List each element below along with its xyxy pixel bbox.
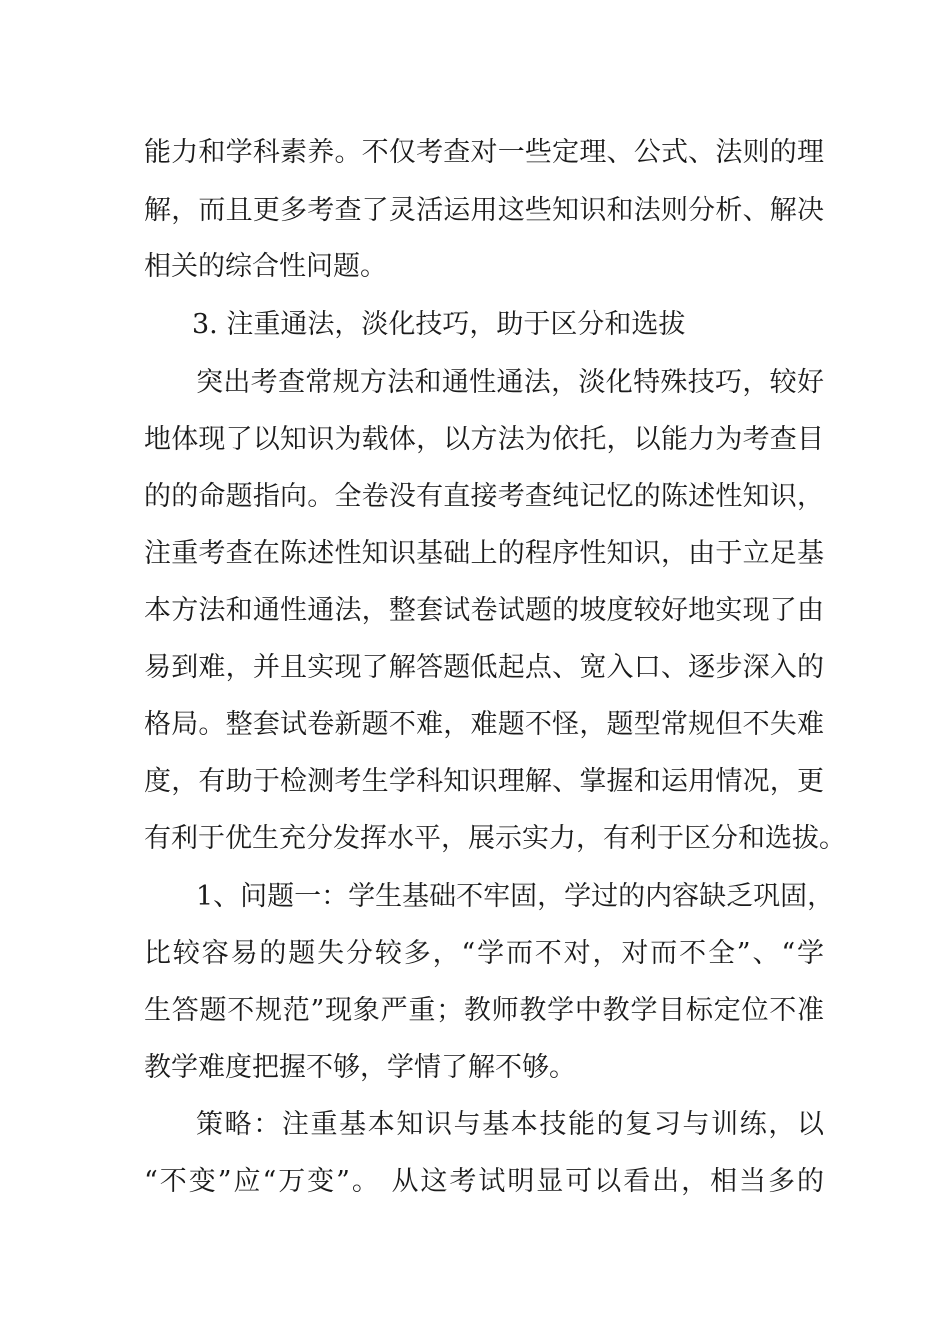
text-line: 教学难度把握不够，学情了解不够。 (144, 1052, 576, 1083)
text-line: 能力和学科素养。不仅考查对一些定理、公式、法则的理 (144, 137, 824, 168)
section-heading: 3. 注重通法，淡化技巧，助于区分和选拔 (192, 309, 686, 340)
text-line: 易到难，并且实现了解答题低起点、宽入口、逐步深入的 (144, 652, 824, 683)
text-line: 注重考查在陈述性知识基础上的程序性知识，由于立足基 (144, 538, 824, 569)
text-line: 策略：注重基本知识与基本技能的复习与训练，以 (196, 1109, 824, 1140)
text-line: 比较容易的题失分较多，“学而不对，对而不全”、“学 (144, 938, 824, 969)
text-line: 本方法和通性通法，整套试卷试题的坡度较好地实现了由 (144, 595, 824, 626)
text-line: 地体现了以知识为载体，以方法为依托，以能力为考查目 (144, 424, 824, 455)
text-line: 度，有助于检测考生学科知识理解、掌握和运用情况，更 (144, 766, 824, 797)
text-line: 有利于优生充分发挥水平，展示实力，有利于区分和选拔。 (144, 823, 846, 854)
text-line: 突出考查常规方法和通性通法，淡化特殊技巧，较好 (196, 367, 824, 398)
text-line: 格局。整套试卷新题不难，难题不怪，题型常规但不失难 (144, 709, 824, 740)
text-line: 生答题不规范”现象严重；教师教学中教学目标定位不准 (144, 995, 824, 1026)
text-line: 的的命题指向。全卷没有直接考查纯记忆的陈述性知识， (144, 481, 824, 512)
text-line: 解，而且更多考查了灵活运用这些知识和法则分析、解决 (144, 195, 824, 226)
text-line: “不变”应“万变”。 从这考试明显可以看出，相当多的 (144, 1166, 824, 1197)
text-line: 相关的综合性问题。 (144, 251, 387, 282)
text-line: 1、问题一：学生基础不牢固，学过的内容缺乏巩固， (196, 881, 835, 912)
